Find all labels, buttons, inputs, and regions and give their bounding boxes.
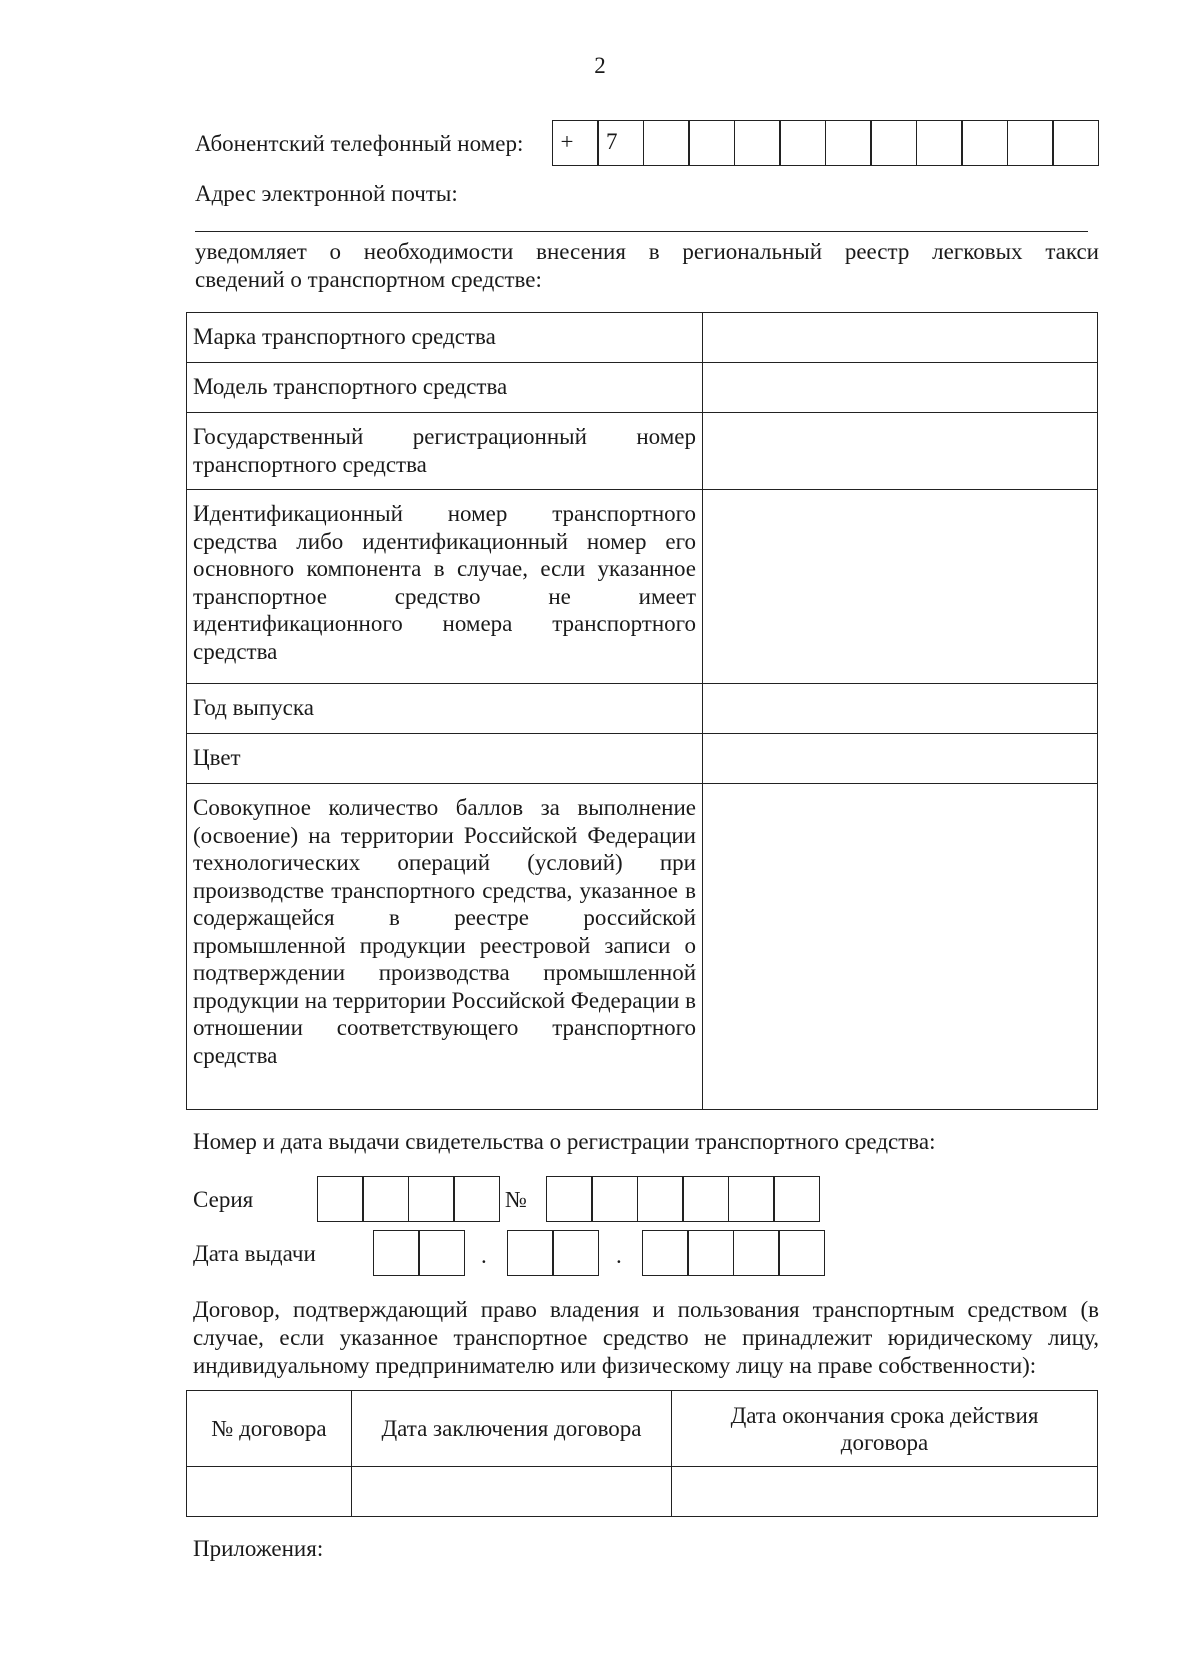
number-boxes[interactable] (547, 1176, 820, 1222)
issue-year-boxes[interactable] (643, 1230, 825, 1276)
phone-cell[interactable] (779, 120, 826, 166)
table-row (187, 734, 1098, 784)
row-value-model[interactable] (703, 363, 1098, 413)
row-value-year[interactable] (703, 684, 1098, 734)
number-cell[interactable] (682, 1176, 729, 1222)
issue-month-boxes[interactable] (508, 1230, 599, 1276)
col-header-contract-number: № договора (187, 1391, 352, 1467)
email-input-line[interactable] (195, 207, 1088, 232)
row-label-year: Год выпуска (187, 684, 703, 734)
contract-text-line3: индивидуальному предпринимателю или физическому лицу на праве собственности): (193, 1353, 1037, 1378)
issue-day-boxes[interactable] (374, 1230, 465, 1276)
series-cell[interactable] (453, 1176, 500, 1222)
email-label: Адрес электронной почты: (195, 181, 458, 206)
table-header-row (187, 1391, 1098, 1467)
number-cell[interactable] (546, 1176, 593, 1222)
cell-conclusion-date[interactable] (352, 1467, 672, 1517)
row-value-vin[interactable] (703, 490, 1098, 684)
series-cell[interactable] (362, 1176, 409, 1222)
number-cell[interactable] (773, 1176, 820, 1222)
date-cell[interactable] (418, 1230, 465, 1276)
page-number: 2 (594, 53, 606, 78)
phone-cell[interactable]: 7 (597, 120, 644, 166)
row-label-vin: Идентификационный номер транспортного средства либо идентификационный номер его основного компонента в случае, если указанное транспортное средство не имеет идентификационного номера транспортного средства (187, 490, 703, 684)
phone-cell[interactable] (734, 120, 781, 166)
date-cell[interactable] (373, 1230, 420, 1276)
phone-cell[interactable] (1007, 120, 1054, 166)
cell-expiry-date[interactable] (672, 1467, 1098, 1517)
table-row (187, 313, 1098, 363)
row-label-color: Цвет (187, 734, 703, 784)
phone-cell[interactable] (688, 120, 735, 166)
row-value-reg-number[interactable] (703, 413, 1098, 490)
number-label: № (505, 1187, 527, 1212)
row-label-points: Совокупное количество баллов за выполнение (освоение) на территории Российской Федерации технологических операций (условий) при производстве транспортного средства, указанное в содержащейся в реестре российской промышленной продукции реестровой записи о подтверждении производства промышленной продукции на территории Российской Федерации в отношении соответствующего транспортного средства (187, 784, 703, 1110)
table-row (187, 784, 1098, 1110)
series-label: Серия (193, 1187, 254, 1212)
vehicle-info-table (186, 312, 1098, 1110)
cell-contract-number[interactable] (187, 1467, 352, 1517)
row-label-model: Модель транспортного средства (187, 363, 703, 413)
table-row (187, 684, 1098, 734)
series-cell[interactable] (317, 1176, 364, 1222)
certificate-heading: Номер и дата выдачи свидетельства о регистрации транспортного средства: (193, 1129, 936, 1154)
contract-text-line2: случае, если указанное транспортное средство не принадлежит юридическому лицу, (193, 1325, 1099, 1350)
col-header-conclusion-date: Дата заключения договора (352, 1391, 672, 1467)
number-cell[interactable] (728, 1176, 775, 1222)
contract-table (186, 1390, 1098, 1517)
phone-cell[interactable] (961, 120, 1008, 166)
row-label-reg-number: Государственный регистрационный номер транспортного средства (187, 413, 703, 490)
series-cell[interactable] (408, 1176, 455, 1222)
phone-cell[interactable] (825, 120, 872, 166)
date-cell[interactable] (642, 1230, 689, 1276)
number-cell[interactable] (637, 1176, 684, 1222)
row-value-brand[interactable] (703, 313, 1098, 363)
series-boxes[interactable] (318, 1176, 500, 1222)
phone-cell[interactable] (870, 120, 917, 166)
phone-label: Абонентский телефонный номер: (195, 131, 524, 156)
date-separator: . (481, 1243, 487, 1268)
phone-cell[interactable] (1052, 120, 1099, 166)
table-row (187, 1467, 1098, 1517)
date-cell[interactable] (507, 1230, 554, 1276)
table-row (187, 363, 1098, 413)
notify-text-line1: уведомляет о необходимости внесения в региональный реестр легковых такси (195, 239, 1099, 264)
phone-cell[interactable] (643, 120, 690, 166)
date-cell[interactable] (778, 1230, 825, 1276)
phone-number-boxes[interactable] (553, 120, 1099, 166)
date-cell[interactable] (552, 1230, 599, 1276)
number-cell[interactable] (591, 1176, 638, 1222)
table-row (187, 413, 1098, 490)
row-label-brand: Марка транспортного средства (187, 313, 703, 363)
date-cell[interactable] (687, 1230, 734, 1276)
attachments-label: Приложения: (193, 1536, 324, 1561)
phone-cell[interactable]: + (552, 120, 599, 166)
contract-text-line1: Договор, подтверждающий право владения и пользования транспортным средством (в (193, 1297, 1099, 1322)
notify-text-line2: сведений о транспортном средстве: (195, 267, 542, 292)
date-separator: . (616, 1243, 622, 1268)
phone-cell[interactable] (916, 120, 963, 166)
row-value-color[interactable] (703, 734, 1098, 784)
date-cell[interactable] (733, 1230, 780, 1276)
issue-date-label: Дата выдачи (193, 1241, 316, 1266)
col-header-expiry-date: Дата окончания срока действия договора (672, 1391, 1098, 1467)
table-row (187, 490, 1098, 684)
row-value-points[interactable] (703, 784, 1098, 1110)
